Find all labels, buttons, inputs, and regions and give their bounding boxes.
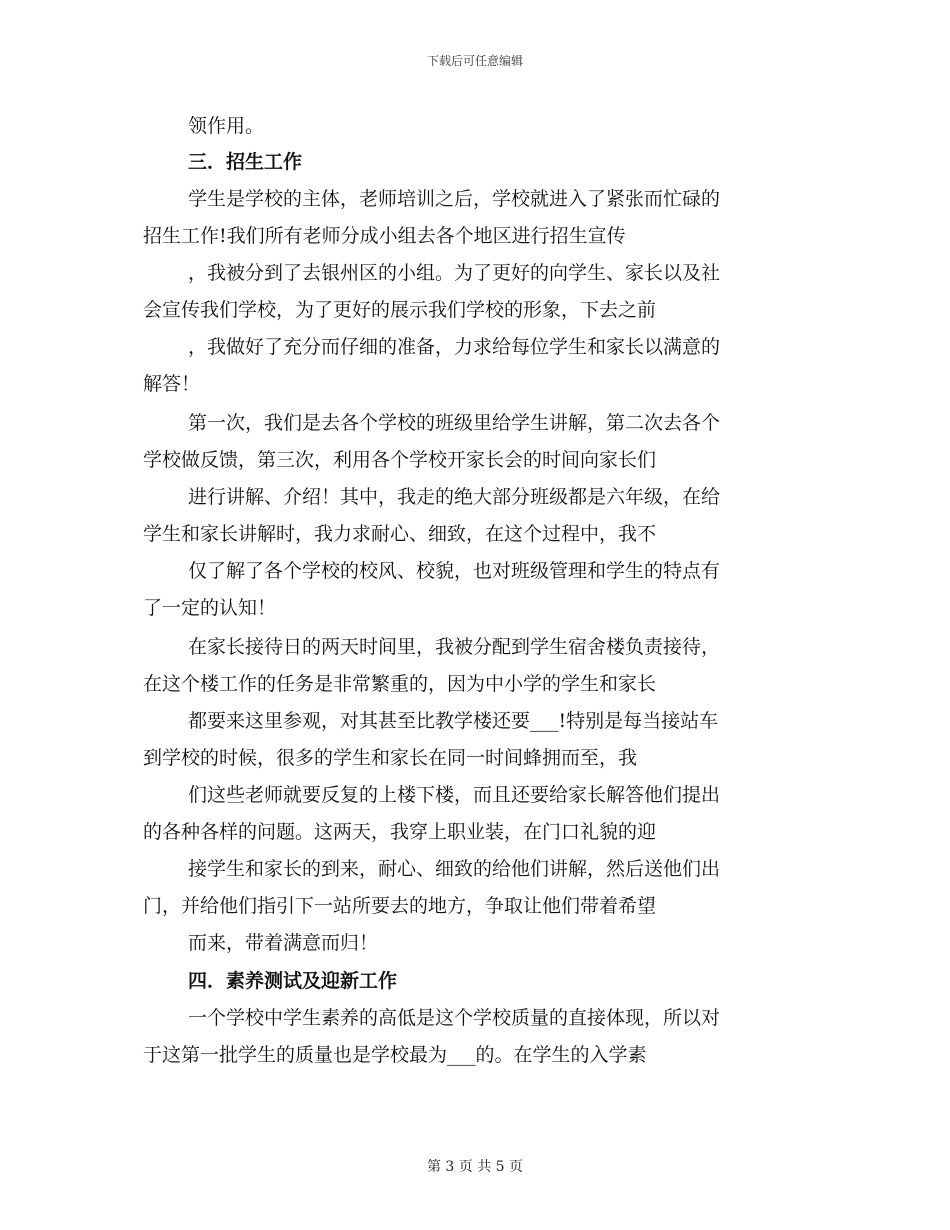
text-line: 学校做反馈，第三次，利用各个学校开家长会的时间向家长们 — [143, 449, 657, 471]
page-header-note: 下载后可任意编辑 — [426, 54, 523, 68]
text-line: 领作用。 — [188, 115, 265, 137]
text-line: 学生和家长讲解时，我力求耐心、细致，在这个过程中，我不 — [143, 523, 657, 545]
text-line: 招生工作!我们所有老师分成小组去各个地区进行招生宣传 — [143, 225, 626, 247]
text-line: 第一次，我们是去各个学校的班级里给学生讲解，第二次去各个 — [188, 412, 721, 434]
text-line: 门，并给他们指引下一站所要去的地方，争取让他们带着希望 — [143, 895, 657, 917]
section-heading: 三．招生工作 — [188, 151, 303, 173]
text-line: 仅了解了各个学校的校风、校貌，也对班级管理和学生的特点有 — [188, 560, 721, 582]
text-line: 都要来这里参观，对其甚至比教学楼还要___!特别是每当接站车 — [188, 710, 719, 732]
text-line: 接学生和家长的到来，耐心、细致的给他们讲解，然后送他们出 — [188, 858, 721, 880]
text-line: 到学校的时候，很多的学生和家长在同一时间蜂拥而至，我 — [143, 747, 638, 769]
text-line: 了一定的认知！ — [143, 597, 277, 619]
text-line: 们这些老师就要反复的上楼下楼，而且还要给家长解答他们提出 — [188, 784, 721, 806]
text-line: 解答！ — [143, 373, 201, 395]
text-line: 会宣传我们学校，为了更好的展示我们学校的形象，下去之前 — [143, 299, 657, 321]
text-line: ，我被分到了去银州区的小组。为了更好的向学生、家长以及社 — [188, 262, 721, 284]
text-line: 学生是学校的主体，老师培训之后，学校就进入了紧张而忙碌的 — [188, 188, 721, 210]
section-heading: 四．素养测试及迎新工作 — [188, 970, 398, 992]
text-line: 进行讲解、介绍！其中，我走的绝大部分班级都是六年级，在给 — [188, 486, 721, 508]
page-number: 第 3 页 共 5 页 — [426, 1159, 524, 1175]
text-line: 于这第一批学生的质量也是学校最为___的。在学生的入学素 — [143, 1044, 647, 1066]
text-line: 的各种各样的问题。这两天，我穿上职业装，在门口礼貌的迎 — [143, 821, 657, 843]
text-line: 一个学校中学生素养的高低是这个学校质量的直接体现，所以对 — [188, 1007, 721, 1029]
text-line: 在这个楼工作的任务是非常繁重的，因为中小学的学生和家长 — [143, 673, 657, 695]
text-line: 而来，带着满意而归！ — [188, 932, 379, 954]
text-line: ，我做好了充分而仔细的准备，力求给每位学生和家长以满意的 — [188, 336, 721, 358]
text-line: 在家长接待日的两天时间里，我被分配到学生宿舍楼负责接待， — [188, 636, 721, 658]
